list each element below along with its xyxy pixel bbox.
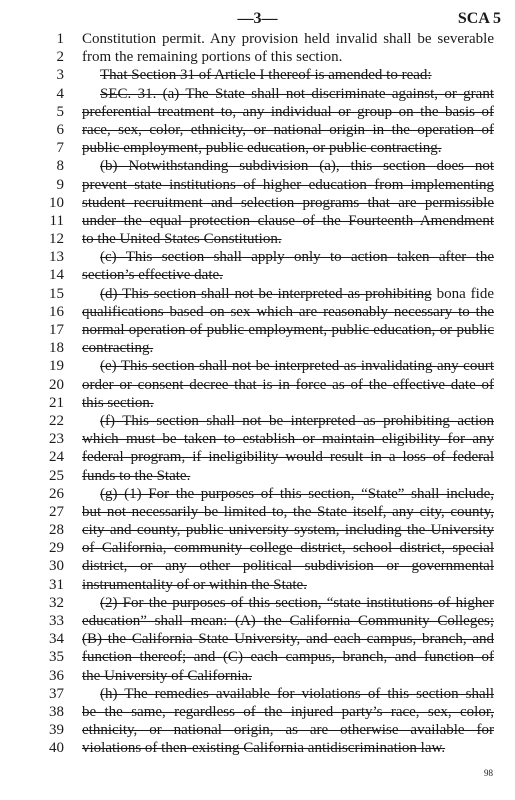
line-number: 9 xyxy=(56,176,64,193)
line-number: 5 xyxy=(56,103,64,120)
bill-text-lines xyxy=(0,30,515,758)
text-line xyxy=(0,230,515,248)
line-number: 38 xyxy=(49,703,64,720)
line-text xyxy=(82,194,494,212)
line-text xyxy=(82,648,494,666)
line-text xyxy=(100,412,494,430)
text-line xyxy=(0,539,515,557)
struck-text: funds to the State. xyxy=(82,467,191,484)
text-line xyxy=(0,339,515,357)
line-number: 26 xyxy=(49,485,64,502)
line-number: 3 xyxy=(56,67,64,84)
text-line xyxy=(0,557,515,575)
line-number: 39 xyxy=(49,722,64,739)
struck-text: instrumentality of or within the State. xyxy=(82,576,307,593)
line-number: 27 xyxy=(49,503,64,520)
text-line xyxy=(0,321,515,339)
text-line xyxy=(0,467,515,485)
line-number: 19 xyxy=(49,358,64,375)
line-number: 28 xyxy=(49,522,64,539)
struck-text: education” shall mean: (A) the California Community Colleges; xyxy=(82,613,494,629)
line-text xyxy=(82,30,494,48)
line-text xyxy=(82,121,494,139)
line-text xyxy=(100,66,494,84)
line-text xyxy=(100,685,494,703)
text-line xyxy=(0,594,515,612)
line-text xyxy=(82,376,494,394)
line-number: 15 xyxy=(49,285,64,302)
struck-text: race, sex, color, ethnicity, or national origin in the operation of xyxy=(82,121,494,138)
text-line xyxy=(0,576,515,594)
line-text xyxy=(82,321,494,339)
line-text xyxy=(82,303,494,321)
struck-text: ethnicity, or national origin, as are otherwise available for xyxy=(82,722,494,739)
struck-text: student recruitment and selection programs that are permissible xyxy=(82,194,494,211)
struck-text: of California, community college district, school district, special xyxy=(82,540,494,557)
struck-text: (g) (1) For the purposes of this section, “State” shall include, xyxy=(100,485,494,502)
text-line xyxy=(0,739,515,757)
struck-text: (e) This section shall not be interpreted as invalidating any court xyxy=(100,358,494,375)
line-text xyxy=(82,176,494,194)
struck-text: function thereof; and (C) each campus, branch, and function of xyxy=(82,649,494,666)
struck-text: (2) For the purposes of this section, “state institutions of higher xyxy=(100,594,494,611)
line-number: 16 xyxy=(49,303,64,320)
struck-text: to the United States Constitution. xyxy=(82,231,282,248)
line-text xyxy=(82,230,494,248)
struck-text: prevent state institutions of higher education from implementing xyxy=(82,176,494,193)
line-number: 13 xyxy=(49,249,64,266)
text-line xyxy=(0,285,515,303)
line-text xyxy=(100,594,494,612)
line-number: 21 xyxy=(49,394,64,411)
struck-text: the University of California. xyxy=(82,667,252,684)
text-line xyxy=(0,121,515,139)
line-text xyxy=(82,339,494,357)
text-line xyxy=(0,66,515,84)
line-number: 10 xyxy=(49,194,64,211)
line-number: 33 xyxy=(49,613,64,629)
line-text xyxy=(82,612,494,630)
struck-text: city and county, public university system, including the University xyxy=(82,522,494,539)
line-number: 23 xyxy=(49,431,64,448)
line-text xyxy=(82,48,494,66)
line-number: 36 xyxy=(49,667,64,684)
line-text xyxy=(82,103,494,121)
text-line xyxy=(0,248,515,266)
line-text xyxy=(100,485,494,503)
line-text xyxy=(82,467,494,485)
bill-id: SCA 5 xyxy=(457,10,501,27)
text-line xyxy=(0,703,515,721)
line-number: 32 xyxy=(49,594,64,611)
plain-text: bona fide xyxy=(431,285,494,302)
line-text xyxy=(82,503,494,521)
struck-text: violations of then-existing California antidiscrimination law. xyxy=(82,740,446,757)
line-text xyxy=(100,285,494,303)
text-line xyxy=(0,685,515,703)
line-number: 17 xyxy=(49,322,64,338)
line-number: 20 xyxy=(49,376,64,393)
text-line xyxy=(0,85,515,103)
text-line xyxy=(0,30,515,48)
text-line xyxy=(0,521,515,539)
struck-text: SEC. 31. (a) The State shall not discriminate against, or grant xyxy=(100,85,494,102)
line-text xyxy=(100,157,494,175)
line-number: 2 xyxy=(56,49,64,66)
text-line xyxy=(0,630,515,648)
line-text xyxy=(82,576,494,594)
struck-text: be the same, regardless of the injured party’s race, sex, color, xyxy=(82,703,494,720)
line-text xyxy=(100,357,494,375)
line-number: 8 xyxy=(56,158,64,175)
struck-text: preferential treatment to, any individual or group on the basis of xyxy=(82,103,494,120)
line-number: 4 xyxy=(56,85,64,102)
text-line xyxy=(0,394,515,412)
struck-text: (b) Notwithstanding subdivision (a), this section does not xyxy=(100,158,494,175)
struck-text: this section. xyxy=(82,394,154,411)
text-line xyxy=(0,412,515,430)
line-text xyxy=(82,703,494,721)
text-line xyxy=(0,157,515,175)
line-text xyxy=(82,394,494,412)
line-text xyxy=(82,430,494,448)
text-line xyxy=(0,667,515,685)
struck-text: (c) This section shall apply only to action taken after the xyxy=(100,249,494,266)
text-line xyxy=(0,503,515,521)
text-line xyxy=(0,612,515,630)
struck-text: (f) This section shall not be interpreted as prohibiting action xyxy=(100,412,494,429)
line-text xyxy=(82,557,494,575)
line-text xyxy=(82,630,494,648)
line-text xyxy=(82,539,494,557)
line-number: 40 xyxy=(49,740,64,757)
text-line xyxy=(0,376,515,394)
line-number: 6 xyxy=(56,121,64,138)
text-line xyxy=(0,194,515,212)
text-line xyxy=(0,266,515,284)
line-text xyxy=(82,739,494,757)
text-line xyxy=(0,721,515,739)
footer-page-number: 98 xyxy=(484,768,493,778)
struck-text: contracting. xyxy=(82,340,154,357)
line-text xyxy=(82,212,494,230)
struck-text: which must be taken to establish or maintain eligibility for any xyxy=(82,431,494,448)
line-text xyxy=(100,248,494,266)
text-line xyxy=(0,103,515,121)
line-text xyxy=(82,139,494,157)
text-line xyxy=(0,648,515,666)
line-number: 11 xyxy=(49,212,64,229)
plain-text: Constitution permit. Any provision held invalid shall be severable xyxy=(82,31,494,47)
plain-text: from the remaining portions of this section. xyxy=(82,49,343,66)
struck-text: under the equal protection clause of the Fourteenth Amendment xyxy=(82,212,494,229)
line-number: 30 xyxy=(49,558,64,575)
struck-text: section’s effective date. xyxy=(82,267,223,284)
struck-text: (d) This section shall not be interpreted as prohibiting xyxy=(100,285,432,302)
line-number: 14 xyxy=(49,267,64,284)
struck-text: That Section 31 of Article I thereof is amended to read: xyxy=(100,67,432,84)
struck-text: order or consent decree that is in force as of the effective date of xyxy=(82,376,494,393)
text-line xyxy=(0,448,515,466)
struck-text: normal operation of public employment, public education, or public xyxy=(82,322,494,338)
page-label: —3— xyxy=(237,10,278,27)
struck-text: federal program, if ineligibility would result in a loss of federal xyxy=(82,449,494,466)
page-header xyxy=(0,8,515,32)
struck-text: (h) The remedies available for violations of this section shall xyxy=(100,685,494,702)
line-number: 22 xyxy=(49,412,64,429)
line-number: 34 xyxy=(49,631,64,648)
line-number: 31 xyxy=(49,576,64,593)
line-number: 7 xyxy=(56,140,64,157)
text-line xyxy=(0,357,515,375)
line-text xyxy=(82,667,494,685)
text-line xyxy=(0,430,515,448)
line-text xyxy=(82,721,494,739)
line-number: 25 xyxy=(49,467,64,484)
line-number: 35 xyxy=(49,649,64,666)
line-text xyxy=(100,85,494,103)
text-line xyxy=(0,139,515,157)
text-line xyxy=(0,176,515,194)
struck-text: qualifications based on sex which are reasonably necessary to the xyxy=(82,303,494,320)
line-number: 24 xyxy=(49,449,64,466)
line-number: 29 xyxy=(49,540,64,557)
line-number: 18 xyxy=(49,340,64,357)
text-line xyxy=(0,48,515,66)
struck-text: district, or any other political subdivision or governmental xyxy=(82,558,494,575)
text-line xyxy=(0,212,515,230)
line-number: 12 xyxy=(49,231,64,248)
struck-text: public employment, public education, or public contracting. xyxy=(82,140,442,157)
text-line xyxy=(0,303,515,321)
line-text xyxy=(82,266,494,284)
struck-text: but not necessarily be limited to, the State itself, any city, county, xyxy=(82,503,494,520)
line-text xyxy=(82,521,494,539)
line-number: 37 xyxy=(49,685,64,702)
line-text xyxy=(82,448,494,466)
text-line xyxy=(0,485,515,503)
struck-text: (B) the California State University, and each campus, branch, and xyxy=(82,631,494,648)
line-number: 1 xyxy=(56,31,64,47)
